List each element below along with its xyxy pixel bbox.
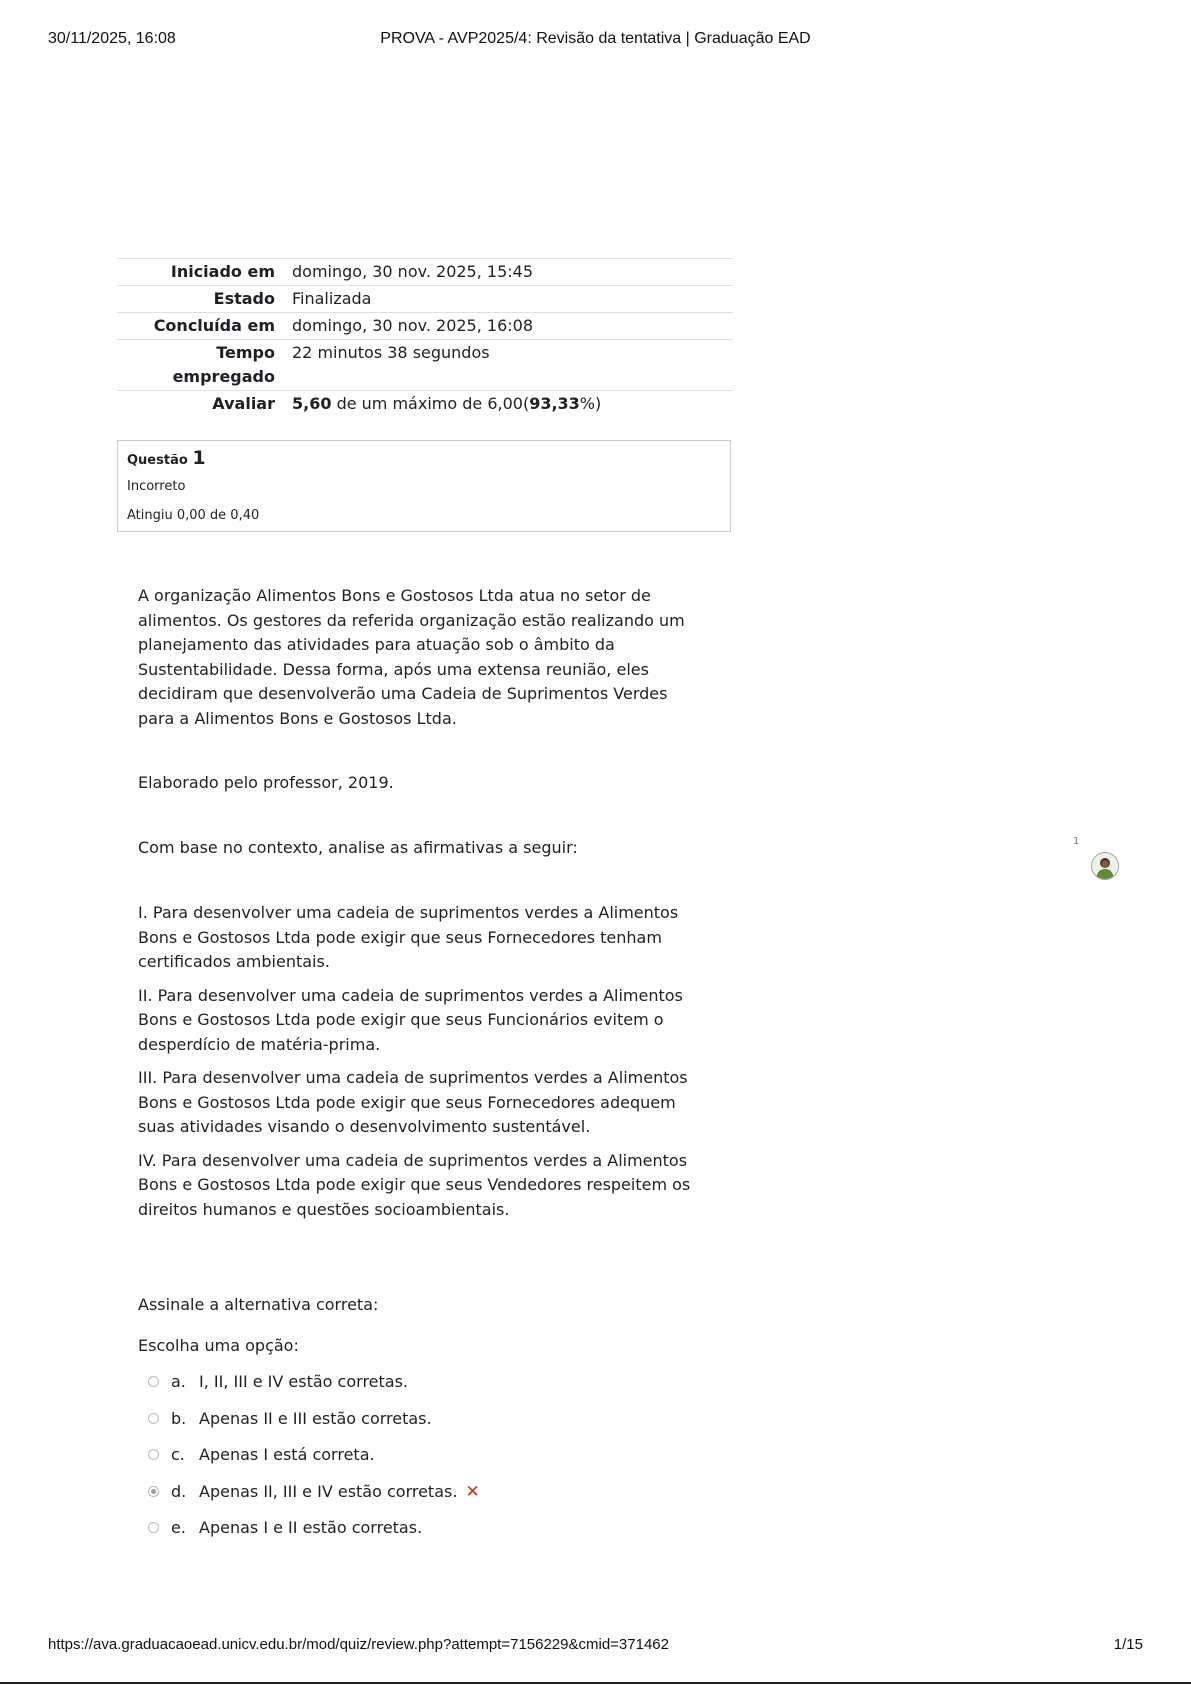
option-letter: b.	[171, 1408, 187, 1428]
option-text: I, II, III e IV estão corretas.	[199, 1372, 409, 1391]
time-label-line1: Tempo	[216, 343, 275, 362]
option-text: Apenas II e III estão corretas.	[199, 1408, 432, 1428]
choose-option-label: Escolha uma opção:	[138, 1336, 299, 1355]
option-text: Apenas I está correta.	[199, 1445, 375, 1465]
grade-value	[292, 391, 733, 418]
option-text-selected	[199, 1480, 480, 1504]
question-number	[127, 447, 206, 469]
page-bottom-divider	[0, 1682, 1191, 1684]
question-mark: Atingiu 0,00 de 0,40	[127, 508, 260, 523]
answer-option-b[interactable]	[146, 1407, 706, 1444]
incorrect-icon: ✕	[465, 1481, 480, 1502]
radio-button-b[interactable]	[148, 1413, 159, 1424]
summary-row-time	[117, 340, 733, 391]
option-letter: c.	[171, 1445, 185, 1465]
attempt-summary-table	[117, 258, 733, 417]
grade-percent: 93,33	[529, 394, 580, 413]
print-datetime: 30/11/2025, 16:08	[48, 30, 176, 47]
print-footer	[48, 1636, 1143, 1660]
time-value: 22 minutos 38 segundos	[292, 343, 490, 362]
radio-button-e[interactable]	[148, 1522, 159, 1533]
option-letter: a.	[171, 1372, 186, 1391]
started-label: Iniciado em	[170, 262, 275, 281]
completed-value: domingo, 30 nov. 2025, 16:08	[292, 316, 534, 335]
summary-row-started	[117, 259, 733, 286]
statement-1: I. Para desenvolver uma cadeia de suprimentos verdes a Alimentos Bons e Gostosos Ltda pode exigir que seus Fornecedores tenham certificados ambientais.	[138, 903, 679, 971]
option-text-value: Apenas II, III e IV estão corretas.	[199, 1481, 458, 1501]
answer-option-c[interactable]	[146, 1443, 706, 1480]
answer-option-d[interactable]	[146, 1480, 706, 1517]
answer-option-a[interactable]	[146, 1370, 706, 1407]
question-source: Elaborado pelo professor, 2019.	[138, 773, 394, 792]
option-letter: d.	[171, 1481, 187, 1501]
grade-label: Avaliar	[212, 394, 275, 413]
question-label: Questão	[127, 453, 193, 468]
statement-3: III. Para desenvolver uma cadeia de suprimentos verdes a Alimentos Bons e Gostosos Ltda pode exigir que seus Fornecedores adequem suas atividades visando o desenvolvimento sustentável.	[138, 1068, 688, 1136]
grade-middle: de um máximo de 6,00(	[331, 394, 530, 413]
user-avatar-icon[interactable]	[1091, 852, 1119, 880]
option-letter: e.	[171, 1518, 186, 1538]
grade-end: %)	[579, 394, 602, 413]
final-prompt: Assinale a alternativa correta:	[138, 1295, 379, 1314]
radio-button-c[interactable]	[148, 1449, 159, 1460]
question-intro: A organização Alimentos Bons e Gostosos Ltda atua no setor de alimentos. Os gestores da referida organização estão realizando um planejamento das atividades para atuação sob o âmbito da Sustentabilidade. Dessa forma, após uma extensa reunião, eles decidiram que desenvolverão uma Cadeia de Suprimentos Verdes para a Alimentos Bons e Gostosos Ltda.	[138, 586, 685, 728]
grade-score: 5,60	[292, 394, 332, 413]
completed-label: Concluída em	[153, 316, 275, 335]
option-text: Apenas I e II estão corretas.	[199, 1518, 423, 1538]
question-number-value: 1	[192, 447, 206, 469]
answer-option-e[interactable]	[146, 1516, 706, 1553]
statement-2: II. Para desenvolver uma cadeia de suprimentos verdes a Alimentos Bons e Gostosos Ltda pode exigir que seus Funcionários evitem o desperdício de matéria-prima.	[138, 985, 683, 1054]
question-text	[138, 584, 703, 1318]
print-header	[48, 28, 1143, 52]
question-state: Incorreto	[127, 479, 186, 494]
question-info-box	[117, 440, 731, 532]
question-prompt: Com base no contexto, analise as afirmativas a seguir:	[138, 837, 578, 857]
summary-row-completed	[117, 313, 733, 340]
radio-button-a[interactable]	[148, 1376, 159, 1387]
page-number: 1/15	[1113, 1636, 1143, 1653]
state-value: Finalizada	[292, 289, 372, 308]
avatar-person-icon	[1092, 853, 1118, 879]
summary-row-state	[117, 286, 733, 313]
started-value: domingo, 30 nov. 2025, 15:45	[292, 262, 534, 281]
print-page-title: PROVA - AVP2025/4: Revisão da tentativa | Graduação EAD	[380, 30, 811, 47]
print-url: https://ava.graduacaoead.unicv.edu.br/mod/quiz/review.php?attempt=7156229&cmid=371462	[48, 1636, 669, 1653]
state-label: Estado	[213, 289, 275, 308]
statement-4: IV. Para desenvolver uma cadeia de suprimentos verdes a Alimentos Bons e Gostosos Ltda pode exigir que seus Vendedores respeitem os direitos humanos e questões socioambientais.	[138, 1150, 691, 1219]
time-label-line2: empregado	[172, 367, 275, 386]
summary-row-grade	[117, 391, 733, 418]
radio-button-d-selected[interactable]	[148, 1486, 159, 1497]
answer-options	[146, 1370, 706, 1553]
annotation-count: 1	[1073, 836, 1080, 847]
time-label	[117, 340, 292, 391]
